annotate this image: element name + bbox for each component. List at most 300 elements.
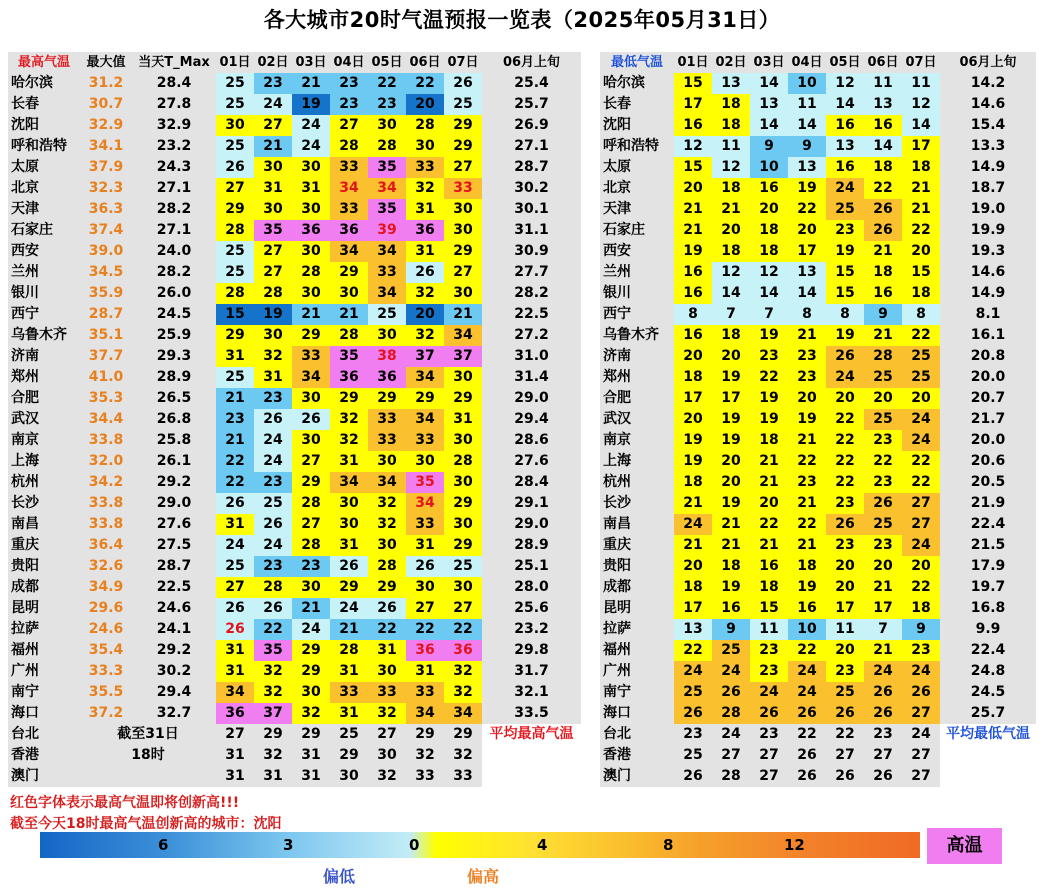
- table-row: [600, 493, 1036, 514]
- forecast-cell: 30: [406, 136, 444, 157]
- today-max: 27.1: [132, 220, 216, 241]
- table-row: [600, 346, 1036, 367]
- today-max: 25.9: [132, 325, 216, 346]
- forecast-cell: 26: [750, 703, 788, 724]
- forecast-cell: 17: [674, 94, 712, 115]
- table-row: [600, 157, 1036, 178]
- city-name: 乌鲁木齐: [8, 325, 80, 346]
- forecast-cell: 21: [292, 73, 330, 94]
- table-row: [8, 472, 581, 493]
- forecast-cell: 20: [750, 493, 788, 514]
- forecast-cell: 24: [902, 430, 940, 451]
- forecast-cell: 19: [712, 367, 750, 388]
- period-avg: 19.3: [940, 241, 1036, 262]
- forecast-cell: 19: [712, 493, 750, 514]
- forecast-cell: 39: [368, 220, 406, 241]
- forecast-cell: 25: [826, 682, 864, 703]
- period-avg: 25.7: [940, 703, 1036, 724]
- city-name: 昆明: [8, 598, 80, 619]
- forecast-cell: 30: [254, 325, 292, 346]
- empty-cell: [940, 766, 1036, 787]
- forecast-cell: 30: [368, 661, 406, 682]
- forecast-cell: 20: [826, 640, 864, 661]
- forecast-cell: 24: [902, 724, 940, 745]
- forecast-cell: 23: [254, 556, 292, 577]
- note-red-font: 红色字体表示最高气温即将创新高!!!: [10, 795, 240, 811]
- forecast-cell: 20: [826, 577, 864, 598]
- forecast-cell: 30: [444, 472, 482, 493]
- record-max: 33.8: [80, 514, 132, 535]
- forecast-cell: 20: [674, 346, 712, 367]
- forecast-cell: 19: [674, 451, 712, 472]
- forecast-cell: 24: [674, 661, 712, 682]
- forecast-cell: 21: [216, 388, 254, 409]
- forecast-cell: 28: [444, 451, 482, 472]
- forecast-cell: 30: [292, 283, 330, 304]
- city-name: 合肥: [8, 388, 80, 409]
- forecast-cell: 21: [788, 535, 826, 556]
- forecast-cell: 29: [330, 745, 368, 766]
- forecast-cell: 25: [216, 262, 254, 283]
- forecast-cell: 27: [902, 745, 940, 766]
- forecast-cell: 30: [368, 115, 406, 136]
- city-name: 长春: [600, 94, 674, 115]
- column-header: 07日: [902, 52, 940, 73]
- today-max: 29.2: [132, 472, 216, 493]
- forecast-cell: 19: [712, 430, 750, 451]
- period-avg: 28.6: [482, 430, 581, 451]
- city-name: 南昌: [600, 514, 674, 535]
- city-name: 南京: [600, 430, 674, 451]
- period-avg: 33.5: [482, 703, 581, 724]
- period-avg: 31.1: [482, 220, 581, 241]
- period-avg: 20.0: [940, 367, 1036, 388]
- forecast-cell: 31: [406, 199, 444, 220]
- forecast-cell: 35: [406, 472, 444, 493]
- column-header: 02日: [712, 52, 750, 73]
- today-max: 32.7: [132, 703, 216, 724]
- today-max: 26.8: [132, 409, 216, 430]
- city-name: 武汉: [8, 409, 80, 430]
- record-max: 39.0: [80, 241, 132, 262]
- column-header: 最大值: [80, 52, 132, 73]
- table-row: [8, 703, 581, 724]
- forecast-cell: 12: [712, 262, 750, 283]
- forecast-cell: 11: [788, 94, 826, 115]
- forecast-cell: 29: [444, 136, 482, 157]
- forecast-cell: 12: [712, 157, 750, 178]
- table-row: [8, 619, 581, 640]
- city-name: 沈阳: [8, 115, 80, 136]
- forecast-cell: 33: [368, 262, 406, 283]
- forecast-cell: 30: [444, 430, 482, 451]
- forecast-cell: 9: [864, 304, 902, 325]
- forecast-cell: 31: [216, 661, 254, 682]
- period-avg: 25.6: [482, 598, 581, 619]
- forecast-cell: 27: [254, 241, 292, 262]
- forecast-cell: 26: [330, 556, 368, 577]
- table-row: [8, 241, 581, 262]
- forecast-cell: 35: [368, 199, 406, 220]
- period-avg: 20.7: [940, 388, 1036, 409]
- forecast-cell: 29: [444, 724, 482, 745]
- forecast-cell: 26: [292, 409, 330, 430]
- period-avg: 31.4: [482, 367, 581, 388]
- period-avg: 14.6: [940, 94, 1036, 115]
- city-name: 重庆: [8, 535, 80, 556]
- forecast-cell: 22: [826, 472, 864, 493]
- forecast-cell: 16: [826, 157, 864, 178]
- city-name: 上海: [8, 451, 80, 472]
- today-max: 27.1: [132, 178, 216, 199]
- forecast-cell: 22: [750, 367, 788, 388]
- table-row: [600, 661, 1036, 682]
- forecast-cell: 24: [292, 115, 330, 136]
- forecast-cell: 19: [254, 304, 292, 325]
- table-row: [600, 682, 1036, 703]
- forecast-cell: 21: [902, 199, 940, 220]
- forecast-cell: 20: [674, 556, 712, 577]
- forecast-cell: 19: [674, 241, 712, 262]
- city-name: 台北: [600, 724, 674, 745]
- forecast-cell: 22: [902, 325, 940, 346]
- forecast-cell: 23: [788, 367, 826, 388]
- forecast-cell: 29: [292, 325, 330, 346]
- city-name: 杭州: [600, 472, 674, 493]
- forecast-cell: 18: [864, 157, 902, 178]
- forecast-cell: 18: [750, 241, 788, 262]
- forecast-cell: 33: [406, 430, 444, 451]
- forecast-cell: 24: [902, 535, 940, 556]
- column-header: 05日: [368, 52, 406, 73]
- forecast-cell: 11: [712, 136, 750, 157]
- forecast-cell: 30: [216, 115, 254, 136]
- forecast-cell: 21: [254, 136, 292, 157]
- forecast-cell: 32: [292, 703, 330, 724]
- forecast-cell: 20: [788, 388, 826, 409]
- forecast-cell: 26: [368, 598, 406, 619]
- forecast-cell: 21: [330, 619, 368, 640]
- today-max: 28.2: [132, 199, 216, 220]
- table-row: [600, 577, 1036, 598]
- table-row: [600, 766, 1036, 787]
- forecast-cell: 16: [826, 115, 864, 136]
- forecast-cell: 35: [254, 640, 292, 661]
- forecast-cell: 34: [330, 178, 368, 199]
- forecast-cell: 22: [216, 472, 254, 493]
- table-row: [600, 472, 1036, 493]
- city-name: 成都: [8, 577, 80, 598]
- forecast-cell: 7: [864, 619, 902, 640]
- city-name: 南宁: [8, 682, 80, 703]
- forecast-cell: 31: [292, 745, 330, 766]
- column-header: 06月上旬: [940, 52, 1036, 73]
- forecast-cell: 26: [864, 199, 902, 220]
- forecast-cell: 23: [254, 472, 292, 493]
- forecast-cell: 31: [406, 661, 444, 682]
- period-avg: 29.0: [482, 514, 581, 535]
- forecast-cell: 26: [254, 409, 292, 430]
- forecast-cell: 18: [902, 598, 940, 619]
- forecast-cell: 29: [444, 535, 482, 556]
- forecast-cell: 10: [788, 73, 826, 94]
- forecast-cell: 25: [254, 493, 292, 514]
- city-name: 海口: [600, 703, 674, 724]
- forecast-cell: 30: [406, 451, 444, 472]
- low-temp-table: [600, 52, 1036, 787]
- forecast-cell: 9: [750, 136, 788, 157]
- forecast-cell: 22: [788, 199, 826, 220]
- forecast-cell: 19: [788, 577, 826, 598]
- record-max: 37.7: [80, 346, 132, 367]
- forecast-cell: 14: [788, 283, 826, 304]
- forecast-cell: 27: [216, 724, 254, 745]
- forecast-cell: 15: [674, 73, 712, 94]
- today-max: 29.2: [132, 640, 216, 661]
- period-avg: 21.5: [940, 535, 1036, 556]
- forecast-cell: 21: [674, 199, 712, 220]
- forecast-cell: 12: [902, 94, 940, 115]
- period-avg: 15.4: [940, 115, 1036, 136]
- forecast-cell: 16: [864, 283, 902, 304]
- forecast-cell: 12: [750, 262, 788, 283]
- table-row: [600, 325, 1036, 346]
- city-name: 太原: [8, 157, 80, 178]
- city-name: 乌鲁木齐: [600, 325, 674, 346]
- table-row: [600, 199, 1036, 220]
- period-avg: 16.8: [940, 598, 1036, 619]
- forecast-cell: 24: [254, 451, 292, 472]
- forecast-cell: 25: [368, 304, 406, 325]
- forecast-cell: 17: [826, 598, 864, 619]
- forecast-cell: 14: [750, 115, 788, 136]
- today-max: 24.0: [132, 241, 216, 262]
- city-name: 重庆: [600, 535, 674, 556]
- forecast-cell: 26: [864, 220, 902, 241]
- forecast-cell: 27: [902, 493, 940, 514]
- period-avg: 29.4: [482, 409, 581, 430]
- forecast-cell: 23: [826, 535, 864, 556]
- forecast-cell: 33: [330, 682, 368, 703]
- forecast-cell: 32: [444, 661, 482, 682]
- forecast-cell: 10: [750, 157, 788, 178]
- forecast-cell: 25: [902, 367, 940, 388]
- forecast-cell: 31: [216, 766, 254, 787]
- forecast-cell: 24: [254, 430, 292, 451]
- forecast-cell: 26: [216, 157, 254, 178]
- forecast-cell: 20: [674, 409, 712, 430]
- column-header: 02日: [254, 52, 292, 73]
- forecast-cell: 18: [864, 262, 902, 283]
- forecast-cell: 31: [406, 241, 444, 262]
- record-max: 29.6: [80, 598, 132, 619]
- forecast-cell: 23: [788, 346, 826, 367]
- forecast-cell: 26: [216, 598, 254, 619]
- legend-high-label: 偏高: [467, 867, 500, 886]
- forecast-cell: 22: [368, 73, 406, 94]
- forecast-cell: 32: [368, 703, 406, 724]
- period-avg: 18.7: [940, 178, 1036, 199]
- forecast-cell: 27: [750, 745, 788, 766]
- period-avg: 21.7: [940, 409, 1036, 430]
- forecast-cell: 8: [674, 304, 712, 325]
- forecast-cell: 7: [712, 304, 750, 325]
- forecast-cell: 29: [444, 115, 482, 136]
- forecast-cell: 32: [368, 493, 406, 514]
- table-row: [8, 115, 581, 136]
- forecast-cell: 20: [712, 451, 750, 472]
- forecast-cell: 25: [674, 745, 712, 766]
- forecast-cell: 19: [712, 577, 750, 598]
- forecast-cell: 23: [674, 724, 712, 745]
- forecast-cell: 26: [674, 703, 712, 724]
- forecast-cell: 9: [788, 136, 826, 157]
- forecast-cell: 22: [788, 640, 826, 661]
- forecast-cell: 34: [406, 367, 444, 388]
- column-header: 06日: [864, 52, 902, 73]
- forecast-cell: 16: [674, 325, 712, 346]
- forecast-cell: 13: [864, 94, 902, 115]
- forecast-cell: 27: [902, 703, 940, 724]
- forecast-cell: 17: [712, 388, 750, 409]
- city-name: 福州: [8, 640, 80, 661]
- table-row: [8, 598, 581, 619]
- record-max: 36.3: [80, 199, 132, 220]
- city-name: 南宁: [600, 682, 674, 703]
- forecast-cell: 27: [368, 724, 406, 745]
- table-row: [8, 409, 581, 430]
- city-name: 呼和浩特: [8, 136, 80, 157]
- forecast-cell: 28: [368, 136, 406, 157]
- forecast-cell: 7: [750, 304, 788, 325]
- forecast-cell: 36: [330, 367, 368, 388]
- forecast-cell: 25: [216, 556, 254, 577]
- today-max: 28.2: [132, 262, 216, 283]
- forecast-cell: 29: [444, 493, 482, 514]
- record-max: 24.6: [80, 619, 132, 640]
- today-max: 27.8: [132, 94, 216, 115]
- forecast-cell: 29: [292, 724, 330, 745]
- forecast-cell: 10: [788, 619, 826, 640]
- forecast-cell: 31: [292, 766, 330, 787]
- forecast-cell: 33: [406, 514, 444, 535]
- period-avg: 31.0: [482, 346, 581, 367]
- forecast-cell: 24: [292, 136, 330, 157]
- period-avg: 20.5: [940, 472, 1036, 493]
- forecast-cell: 20: [826, 556, 864, 577]
- forecast-cell: 22: [826, 451, 864, 472]
- table-row: [8, 262, 581, 283]
- table-row: [600, 115, 1036, 136]
- forecast-cell: 22: [826, 409, 864, 430]
- forecast-cell: 26: [788, 766, 826, 787]
- forecast-cell: 36: [368, 367, 406, 388]
- forecast-cell: 37: [406, 346, 444, 367]
- forecast-cell: 34: [216, 682, 254, 703]
- city-name: 澳门: [8, 766, 80, 787]
- forecast-cell: 36: [292, 220, 330, 241]
- city-name: 成都: [600, 577, 674, 598]
- forecast-cell: 15: [902, 262, 940, 283]
- city-name: 石家庄: [8, 220, 80, 241]
- forecast-cell: 31: [330, 535, 368, 556]
- forecast-cell: 31: [254, 178, 292, 199]
- city-name: 长春: [8, 94, 80, 115]
- forecast-cell: 25: [444, 94, 482, 115]
- forecast-cell: 21: [750, 535, 788, 556]
- table-row: [600, 535, 1036, 556]
- forecast-cell: 26: [902, 682, 940, 703]
- forecast-cell: 22: [864, 451, 902, 472]
- forecast-cell: 25: [216, 367, 254, 388]
- column-header: 03日: [750, 52, 788, 73]
- column-header: 04日: [330, 52, 368, 73]
- forecast-cell: 17: [864, 598, 902, 619]
- city-name: 贵阳: [8, 556, 80, 577]
- forecast-cell: 33: [330, 157, 368, 178]
- forecast-cell: 32: [406, 178, 444, 199]
- forecast-cell: 14: [788, 115, 826, 136]
- today-max: 25.8: [132, 430, 216, 451]
- city-name: 海口: [8, 703, 80, 724]
- forecast-cell: 33: [406, 157, 444, 178]
- today-max: 26.5: [132, 388, 216, 409]
- forecast-cell: 30: [292, 241, 330, 262]
- city-name: 北京: [600, 178, 674, 199]
- legend-tick: 6: [158, 836, 169, 854]
- period-avg: 21.9: [940, 493, 1036, 514]
- forecast-cell: 18: [674, 472, 712, 493]
- city-name: 天津: [600, 199, 674, 220]
- column-header: 05日: [826, 52, 864, 73]
- column-header: 04日: [788, 52, 826, 73]
- today-max: 26.1: [132, 451, 216, 472]
- forecast-cell: 34: [406, 493, 444, 514]
- forecast-cell: 18: [712, 325, 750, 346]
- forecast-cell: 34: [406, 703, 444, 724]
- forecast-cell: 30: [368, 451, 406, 472]
- period-avg: 17.9: [940, 556, 1036, 577]
- forecast-cell: 25: [864, 409, 902, 430]
- table-row: [600, 94, 1036, 115]
- forecast-cell: 29: [254, 724, 292, 745]
- high-temp-table: [8, 52, 581, 787]
- city-name: 天津: [8, 199, 80, 220]
- forecast-cell: 20: [864, 556, 902, 577]
- forecast-cell: 32: [406, 745, 444, 766]
- forecast-cell: 15: [750, 598, 788, 619]
- forecast-cell: 34: [330, 241, 368, 262]
- today-max: 29.0: [132, 493, 216, 514]
- forecast-cell: 19: [750, 388, 788, 409]
- forecast-cell: 31: [216, 745, 254, 766]
- forecast-cell: 32: [254, 745, 292, 766]
- forecast-cell: 23: [368, 94, 406, 115]
- forecast-cell: 29: [444, 241, 482, 262]
- forecast-cell: 32: [254, 661, 292, 682]
- period-avg: 19.7: [940, 577, 1036, 598]
- forecast-cell: 30: [292, 577, 330, 598]
- forecast-cell: 36: [216, 703, 254, 724]
- forecast-cell: 34: [368, 283, 406, 304]
- forecast-cell: 24: [826, 367, 864, 388]
- table-row: [600, 745, 1036, 766]
- forecast-cell: 22: [368, 619, 406, 640]
- forecast-cell: 26: [826, 514, 864, 535]
- column-header: 01日: [216, 52, 254, 73]
- forecast-cell: 27: [330, 115, 368, 136]
- forecast-cell: 21: [788, 430, 826, 451]
